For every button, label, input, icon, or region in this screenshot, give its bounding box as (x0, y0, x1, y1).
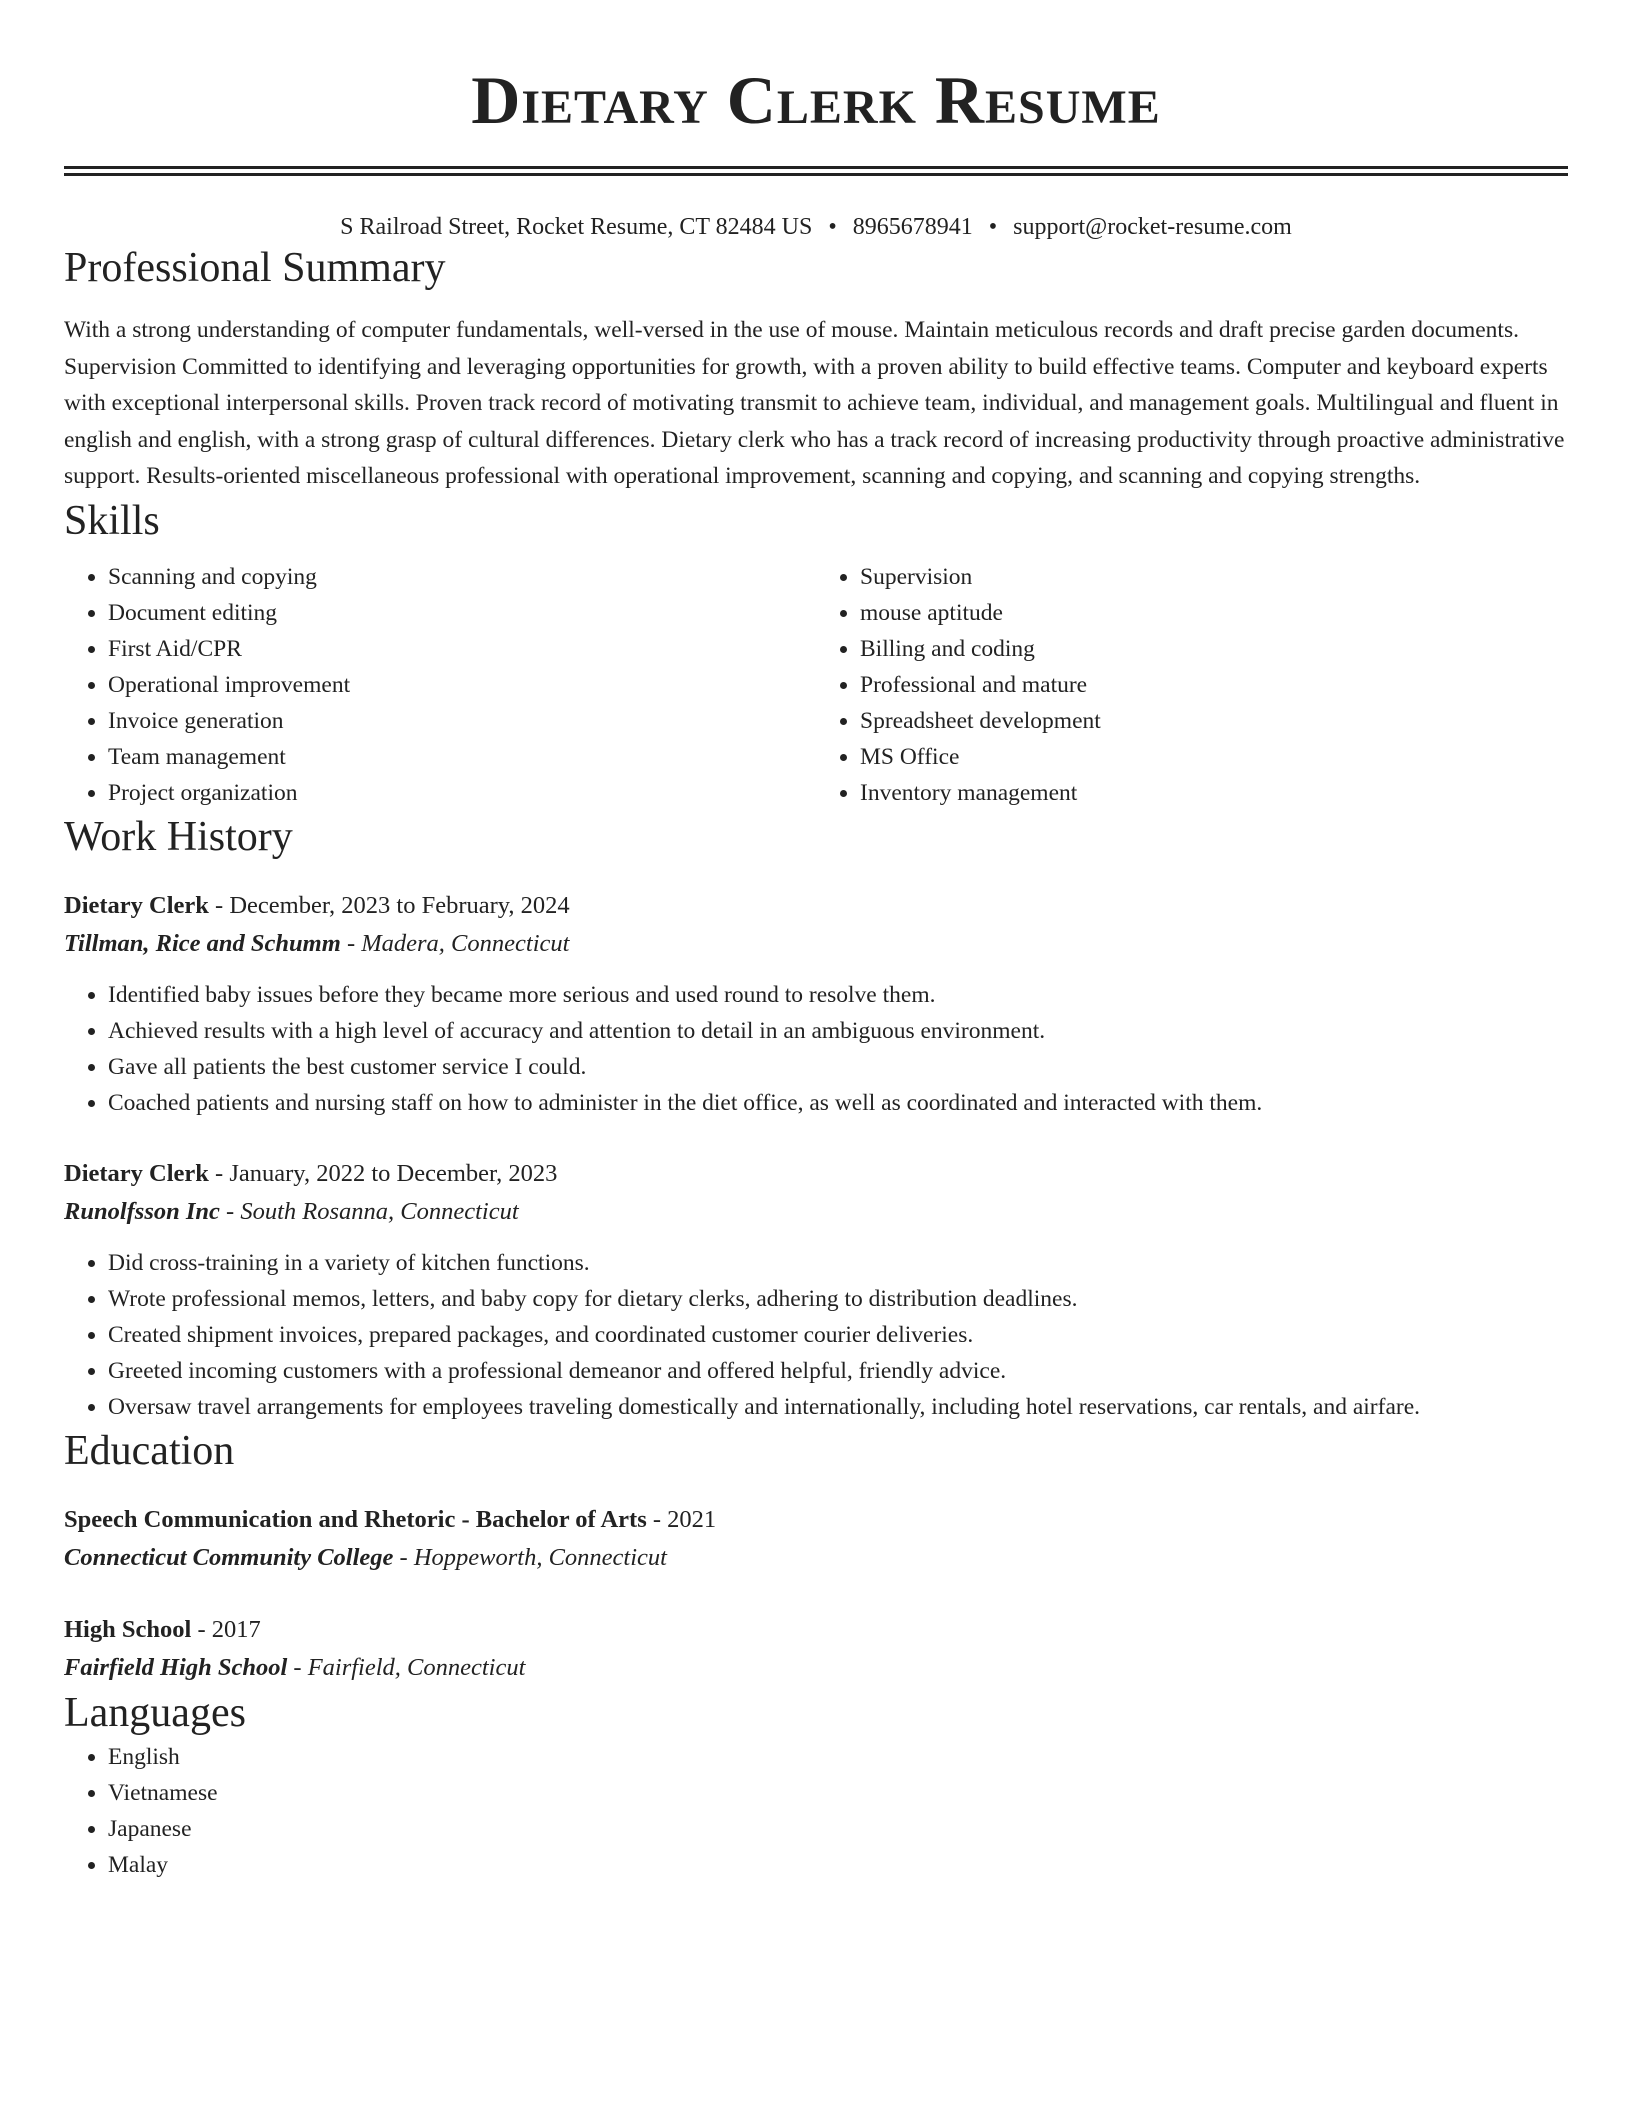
education-year: 2017 (211, 1615, 261, 1643)
languages-list (64, 1739, 1568, 1883)
language-item: • English (108, 1739, 1568, 1775)
skill-item: • Inventory management (860, 775, 1568, 811)
job-bullet: • Identified baby issues before they became more serious and used round to resolve them. (108, 977, 1568, 1013)
job-dates: December, 2023 to February, 2024 (229, 891, 570, 919)
summary-text: With a strong understanding of computer fundamentals, well-versed in the use of mouse. Maintain meticulous records and draft precise garden documents. Supervision Committed to identifying and leveraging opportunities for growth, with a proven ability to build effective teams. Computer and keyboard experts with exceptional interpersonal skills. Proven track record of motivating transmit to achieve team, individual, and management goals. Multilingual and fluent in english and english, with a strong grasp of cultural differences. Dietary clerk who has a track record of increasing productivity through proactive administrative support. Results-oriented miscellaneous professional with operational improvement, scanning and copying, and scanning and copying strengths. (64, 317, 1565, 489)
education-school: Fairfield High School (64, 1653, 288, 1681)
language-item: • Vietnamese (108, 1775, 1568, 1811)
job-dash: - (208, 1159, 230, 1187)
job-bullets (64, 1245, 1568, 1425)
language-item: • Malay (108, 1847, 1568, 1883)
education-dash: - (191, 1615, 212, 1643)
job-bullet: • Wrote professional memos, letters, and baby copy for dietary clerks, adhering to distribution deadlines. (108, 1281, 1568, 1317)
job-dash: - (208, 891, 230, 919)
job-dates: January, 2022 to December, 2023 (229, 1159, 558, 1187)
education-dash: - (646, 1505, 668, 1533)
skills-list-right (816, 559, 1568, 811)
job-bullet: • Did cross-training in a variety of kitchen functions. (108, 1245, 1568, 1281)
skill-item: • Project organization (108, 775, 816, 811)
skill-item: • First Aid/CPR (108, 631, 816, 667)
education-degree: Speech Communication and Rhetoric - Bachelor of Arts (64, 1505, 647, 1533)
job-bullet: • Achieved results with a high level of accuracy and attention to detail in an ambiguous environment. (108, 1013, 1568, 1049)
contact-email: support@rocket-resume.com (1013, 214, 1292, 240)
languages-heading: Languages (64, 1689, 246, 1736)
job-employer (64, 925, 1568, 963)
education-school-line (64, 1539, 1568, 1577)
education-entry (64, 1611, 1568, 1687)
education-dash: - (393, 1543, 414, 1571)
skill-item: • Team management (108, 739, 816, 775)
education-school: Connecticut Community College (64, 1543, 394, 1571)
skill-item: • Billing and coding (860, 631, 1568, 667)
skills-heading: Skills (64, 497, 160, 544)
skill-item: • Scanning and copying (108, 559, 816, 595)
skills-grid (64, 559, 1568, 811)
job-dash: - (219, 1197, 241, 1225)
job-location: South Rosanna, Connecticut (240, 1197, 519, 1225)
contact-phone: 8965678941 (852, 214, 973, 240)
job-bullet: • Gave all patients the best customer service I could. (108, 1049, 1568, 1085)
job-company: Runolfsson Inc (64, 1197, 220, 1225)
job-location: Madera, Connecticut (361, 929, 570, 957)
contact-separator: • (988, 214, 998, 240)
contact-separator: • (828, 214, 837, 240)
education-location: Fairfield, Connecticut (307, 1653, 526, 1681)
job-entry (64, 1155, 1568, 1425)
job-bullet: • Oversaw travel arrangements for employees traveling domestically and internationally, including hotel reservations, car rentals, and airfare. (108, 1389, 1568, 1425)
job-dash: - (340, 929, 362, 957)
education-location: Hoppeworth, Connecticut (413, 1543, 667, 1571)
job-company: Tillman, Rice and Schumm (64, 929, 341, 957)
skill-item: • Supervision (860, 559, 1568, 595)
education-entry (64, 1501, 1568, 1577)
job-bullet: • Greeted incoming customers with a professional demeanor and offered helpful, friendly advice. (108, 1353, 1568, 1389)
work-history-heading: Work History (64, 813, 293, 860)
skill-item: • Professional and mature (860, 667, 1568, 703)
skill-item: • Document editing (108, 595, 816, 631)
job-header (64, 887, 1568, 925)
job-bullet: • Coached patients and nursing staff on how to administer in the diet office, as well as coordinated and interacted with them. (108, 1085, 1568, 1121)
job-bullet: • Created shipment invoices, prepared packages, and coordinated customer courier deliveries. (108, 1317, 1568, 1353)
education-school-line (64, 1649, 1568, 1687)
skill-item: • Invoice generation (108, 703, 816, 739)
language-item: • Japanese (108, 1811, 1568, 1847)
education-degree: High School (64, 1615, 192, 1643)
job-role: Dietary Clerk (64, 891, 209, 919)
skill-item: • Spreadsheet development (860, 703, 1568, 739)
summary-heading: Professional Summary (64, 245, 446, 291)
job-entry (64, 887, 1568, 1121)
contact-line (64, 212, 1568, 242)
skill-item: • mouse aptitude (860, 595, 1568, 631)
education-header (64, 1611, 1568, 1649)
education-year: 2021 (667, 1505, 717, 1533)
contact-address: S Railroad Street, Rocket Resume, CT 82484 US (340, 214, 813, 240)
job-employer (64, 1193, 1568, 1231)
skill-item: • Operational improvement (108, 667, 816, 703)
education-dash: - (287, 1653, 308, 1681)
skill-item: • MS Office (860, 739, 1568, 775)
job-header (64, 1155, 1568, 1193)
title-divider (64, 166, 1568, 176)
education-header (64, 1501, 1568, 1539)
job-bullets (64, 977, 1568, 1121)
education-heading: Education (64, 1427, 235, 1474)
job-role: Dietary Clerk (64, 1159, 209, 1187)
skills-list-left (64, 559, 816, 811)
resume-title: Dietary Clerk Resume (471, 62, 1161, 138)
